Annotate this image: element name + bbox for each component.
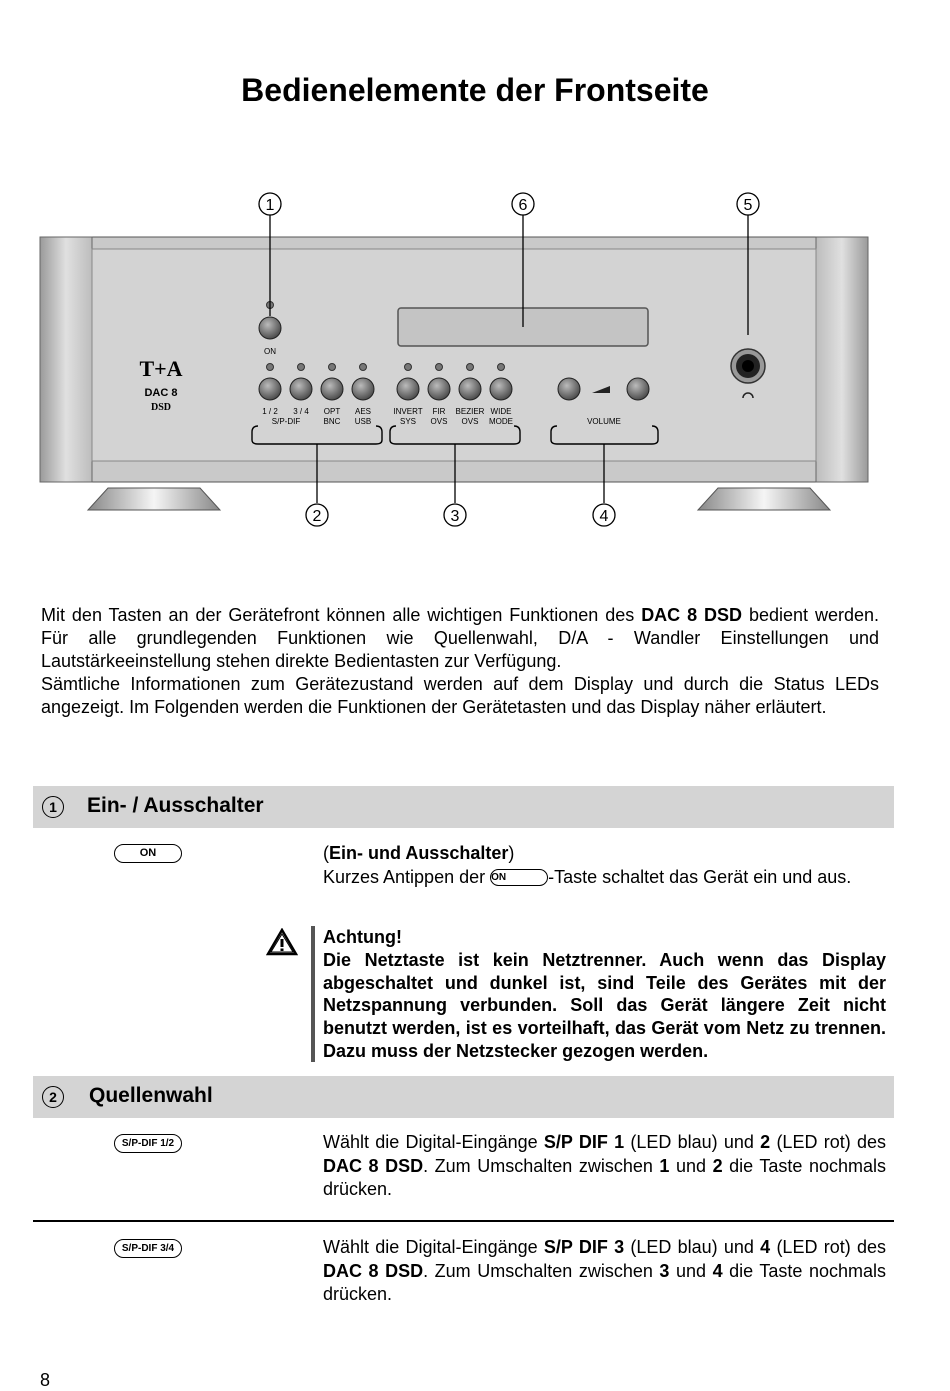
intro-text: Mit den Tasten an der Gerätefront können alle wichtigen Funktionen des DAC 8 DSD bedient werden. Für alle grundlegenden Funktionen wie Quellenwahl, D/A - Wandler Einstellungen und Lautstärkeeinstellung stehen direkte Bedientasten zur Verfügung. Sämtliche Informationen zum Gerätezustand werden auf dem Display und durch die Status LEDs angezeigt. Im Folgenden werden die Funktionen der Gerätetasten und das Display näher erläutert. <box>41 605 880 717</box>
callout-6: 6 <box>518 197 528 214</box>
spdif-12-description: Wählt die Digital-Eingänge S/P DIF 1 (LED blau) und 2 (LED rot) des DAC 8 DSD. Zum Umschalten zwischen 1 und 2 die Taste nochmals drücken. <box>323 1132 886 1199</box>
svg-text:BNC: BNC <box>323 417 341 426</box>
warning-bar <box>311 926 315 1062</box>
brand-logo: T+A <box>139 356 183 381</box>
model-line2: DSD <box>150 402 172 413</box>
left-foot <box>88 488 220 510</box>
page-number: 8 <box>40 1370 51 1390</box>
svg-text:S/P-DIF: S/P-DIF <box>271 417 301 426</box>
divider <box>33 1220 894 1222</box>
callout-1: 1 <box>265 197 275 214</box>
section-header-power: 1 Ein- / Ausschalter <box>33 786 894 828</box>
svg-text:OPT: OPT <box>323 407 341 416</box>
svg-text:MODE: MODE <box>489 417 513 426</box>
svg-text:BEZIER: BEZIER <box>455 407 485 416</box>
callout-5: 5 <box>743 197 753 214</box>
on-button-inline: ON <box>490 869 548 886</box>
on-button-symbol: ON <box>114 844 182 863</box>
warning-icon <box>266 928 298 956</box>
spdif-12-button-symbol: S/P-DIF 1/2 <box>114 1134 182 1153</box>
warning-text: Achtung! Die Netztaste ist kein Netztrenner. Auch wenn das Display abgeschaltet und dunkel ist, sind Teile des Gerätes mit der Netzspannung verbunden. Soll das Gerät längere Zeit nicht benutzt werden, ist es vorteilhaft, das Gerät vom Netz zu trennen. Dazu muss der Netzstecker gezogen werden. <box>323 927 886 1061</box>
section-header-source: 2 Quellenwahl <box>33 1076 894 1118</box>
svg-text:OVS: OVS <box>461 417 479 426</box>
page-title: Bedienelemente der Frontseite <box>241 72 709 108</box>
svg-text:FIR: FIR <box>432 407 446 416</box>
svg-text:VOLUME: VOLUME <box>587 417 621 426</box>
right-foot <box>698 488 830 510</box>
svg-text:USB: USB <box>354 417 372 426</box>
svg-text:OVS: OVS <box>430 417 448 426</box>
svg-text:1 / 2: 1 / 2 <box>262 407 278 416</box>
on-button <box>259 317 281 339</box>
spdif-34-button-symbol: S/P-DIF 3/4 <box>114 1239 182 1258</box>
model-line1: DAC 8 <box>144 387 178 399</box>
svg-text:INVERT: INVERT <box>393 407 423 416</box>
on-label: ON <box>264 347 276 356</box>
volume-up-button <box>627 378 649 400</box>
svg-text:WIDE: WIDE <box>490 407 512 416</box>
spdif-34-description: Wählt die Digital-Eingänge S/P DIF 3 (LED blau) und 4 (LED rot) des DAC 8 DSD. Zum Umschalten zwischen 3 und 4 die Taste nochmals drücken. <box>323 1237 886 1304</box>
svg-text:SYS: SYS <box>399 417 417 426</box>
svg-text:3 / 4: 3 / 4 <box>293 407 309 416</box>
svg-text:AES: AES <box>354 407 372 416</box>
callout-2: 2 <box>312 508 322 525</box>
volume-down-button <box>558 378 580 400</box>
power-description: (Ein- und Ausschalter) Kurzes Antippen der ON -Taste schaltet das Gerät ein und aus. <box>323 843 852 887</box>
callout-4: 4 <box>599 508 609 525</box>
callout-3: 3 <box>450 508 460 525</box>
front-panel-diagram <box>0 0 950 560</box>
